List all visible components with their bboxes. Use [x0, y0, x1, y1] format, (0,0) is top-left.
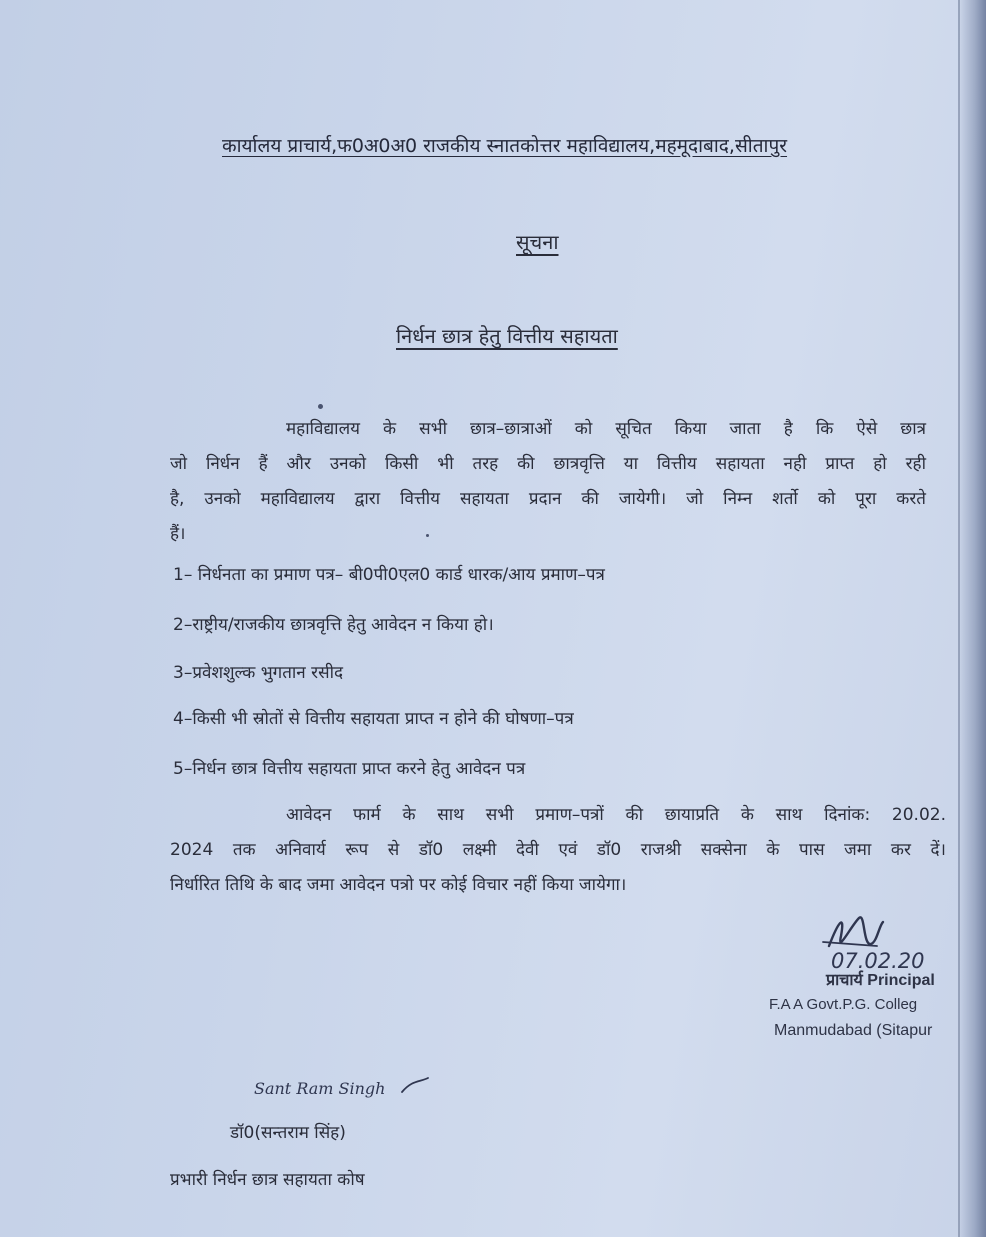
submission-line: आवेदन फार्म के साथ सभी प्रमाण–पत्रों की छायाप्रति के साथ दिनांक: 20.02.: [286, 805, 946, 825]
notice-subject: निर्धन छात्र हेतु वित्तीय सहायता: [396, 324, 618, 348]
officer-signature: [252, 1068, 437, 1110]
condition-item: 3–प्रवेशशुल्क भुगतान रसीद: [173, 663, 344, 683]
stamp-college: F.A A Govt.P.G. Colleg: [769, 996, 918, 1013]
condition-item: 4–किसी भी स्रोतों से वित्तीय सहायता प्राप्त न होने की घोषणा–पत्र: [173, 709, 574, 729]
principal-signature: [815, 906, 960, 974]
notice-title: सूचना: [516, 230, 559, 254]
officer-name: डॉ0(सन्तराम सिंह): [230, 1123, 346, 1143]
stamp-place: Manmudabad (Sitapur: [774, 1022, 933, 1039]
officer-designation: प्रभारी निर्धन छात्र सहायता कोष: [170, 1170, 365, 1190]
ink-speck: [318, 404, 323, 409]
intro-line: है, उनको महाविद्यालय द्वारा वित्तीय सहायता प्रदान की जायेगी। जो निम्न शर्तो को पूरा करते: [170, 489, 926, 509]
stamp-role: प्राचार्य Principal: [826, 972, 935, 989]
condition-item: 5–निर्धन छात्र वित्तीय सहायता प्राप्त करने हेतु आवेदन पत्र: [173, 759, 526, 779]
office-heading: कार्यालय प्राचार्य,फ0अ0अ0 राजकीय स्नातकोत्तर महाविद्यालय,महमूदाबाद,सीतापुर: [222, 135, 788, 157]
condition-item: 2–राष्ट्रीय/राजकीय छात्रवृत्ति हेतु आवेदन न किया हो।: [173, 615, 494, 635]
submission-line: 2024 तक अनिवार्य रूप से डॉ0 लक्ष्मी देवी एवं डॉ0 राजश्री सक्सेना के पास जमा कर दें।: [170, 840, 946, 860]
intro-line: महाविद्यालय के सभी छात्र–छात्राओं को सूचित किया जाता है कि ऐसे छात्र: [286, 419, 926, 439]
principal-date: 07.02.20: [831, 949, 925, 973]
condition-item: 1– निर्धनता का प्रमाण पत्र– बी0पी0एल0 कार्ड धारक/आय प्रमाण–पत्र: [173, 565, 605, 585]
intro-line: जो निर्धन हैं और उनको किसी भी तरह की छात्रवृत्ति या वित्तीय सहायता नही प्राप्त हो रही: [170, 454, 926, 474]
intro-line: हैं।: [170, 524, 186, 544]
submission-line: निर्धारित तिथि के बाद जमा आवेदन पत्रो पर कोई विचार नहीं किया जायेगा।: [170, 875, 627, 895]
officer-signature-text: Sant Ram Singh: [254, 1079, 386, 1098]
intro-paragraph: [170, 412, 926, 552]
submission-paragraph: [170, 798, 946, 903]
paper-edge-shadow: [958, 0, 986, 1237]
